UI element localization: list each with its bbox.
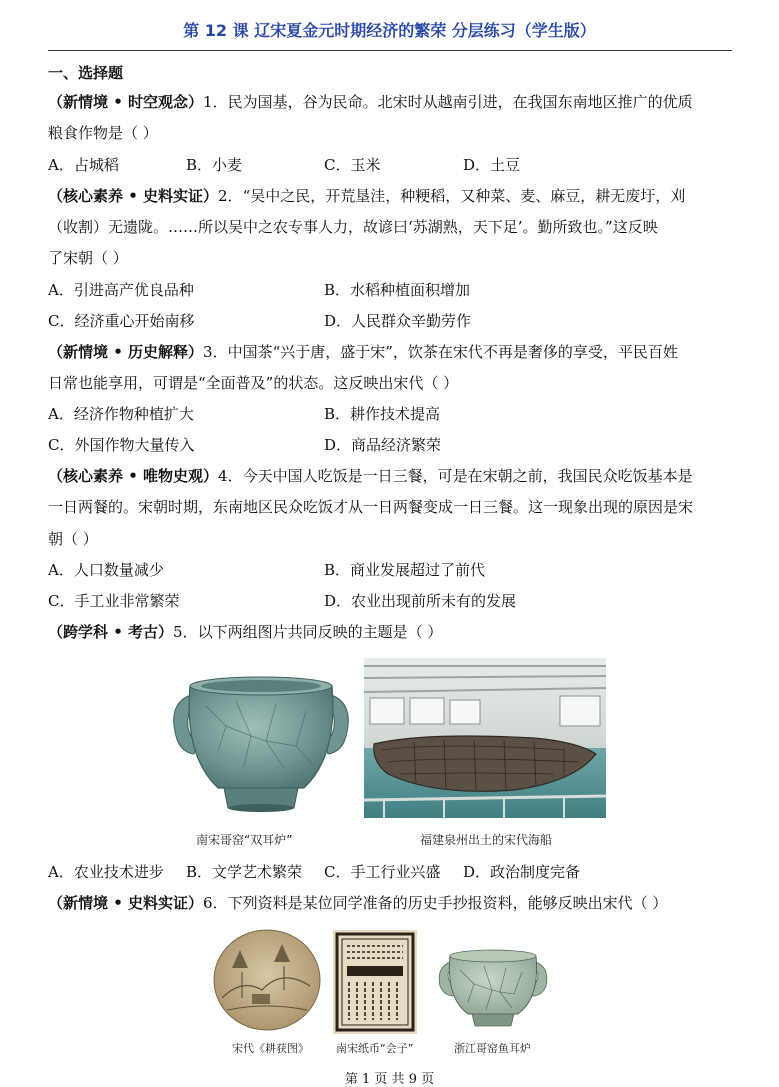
q3-option-a: A．经济作物种植扩大 <box>48 405 194 423</box>
q4-line-1 <box>48 466 734 486</box>
q4-tag: （核心素养 • 唯物史观） <box>48 467 219 485</box>
censer-image <box>166 656 356 822</box>
q5-option-b: B．文学艺术繁荣 <box>186 863 303 881</box>
q5-caption-censer: 南宋哥窑“双耳炉” <box>196 833 293 847</box>
q2-line-1 <box>48 186 734 206</box>
q2-text-3: 了宋朝（ ） <box>48 249 128 267</box>
q1-option-b: B．小麦 <box>186 156 243 174</box>
q1-line-1 <box>48 92 734 112</box>
q6-caption-censer: 浙江哥窑鱼耳炉 <box>454 1042 531 1055</box>
banknote-image <box>333 930 417 1034</box>
q5-option-c: C．手工行业兴盛 <box>324 863 441 881</box>
q6-tag: （新情境 • 史料实证） <box>48 894 204 912</box>
q4-text-3: 朝（ ） <box>48 530 98 548</box>
ship-image <box>364 658 606 818</box>
q4-option-a: A．人口数量减少 <box>48 561 164 579</box>
q1-option-d: D．土豆 <box>463 156 521 174</box>
q5-line-1 <box>48 622 734 642</box>
page-title: 第 12 课 辽宋夏金元时期经济的繁荣 分层练习（学生版） <box>183 21 596 40</box>
q5-option-a: A．农业技术进步 <box>48 863 164 881</box>
q3-option-d: D．商品经济繁荣 <box>324 436 442 454</box>
q4-option-b: B．商业发展超过了前代 <box>324 561 486 579</box>
q1-text-1: 1．民为国基，谷为民命。北宋时从越南引进，在我国东南地区推广的优质 <box>203 93 693 111</box>
q3-tag: （新情境 • 历史解释） <box>48 343 204 361</box>
q6-caption-banknote: 南宋纸币“会子” <box>336 1042 414 1055</box>
q1-option-a: A．占城稻 <box>48 156 119 174</box>
q3-option-b: B．耕作技术提高 <box>324 405 441 423</box>
q2-option-d: D．人民群众辛勤劳作 <box>324 312 472 330</box>
q4-text-1: 4．今天中国人吃饭是一日三餐，可是在宋朝之前，我国民众吃饭基本是 <box>218 467 693 485</box>
q2-option-c: C．经济重心开始南移 <box>48 312 195 330</box>
q4-option-d: D．农业出现前所未有的发展 <box>324 592 517 610</box>
q1-tag: （新情境 • 时空观念） <box>48 93 204 111</box>
q1-option-c: C．玉米 <box>324 156 381 174</box>
q6-text-1: 6．下列资料是某位同学准备的历史手抄报资料，能够反映出宋代（ ） <box>203 894 668 912</box>
q5-tag: （跨学科 • 考古） <box>48 623 174 641</box>
q3-line-1 <box>48 342 734 362</box>
q2-option-a: A．引进高产优良品种 <box>48 281 194 299</box>
fish-ear-censer-image <box>434 940 552 1032</box>
q4-option-c: C．手工业非常繁荣 <box>48 592 180 610</box>
q5-option-d: D．政治制度完备 <box>463 863 581 881</box>
q1-text-2: 粮食作物是（ ） <box>48 124 158 142</box>
painting-image <box>212 928 322 1032</box>
q3-text-1: 3．中国茶“兴于唐，盛于宋”，饮茶在宋代不再是奢侈的享受，平民百姓 <box>203 343 678 361</box>
q6-line-1 <box>48 893 734 913</box>
q5-text-1: 5．以下两组图片共同反映的主题是（ ） <box>173 623 443 641</box>
q2-text-2: （收割）无遗陇。……所以吴中之农专事人力，故谚曰‘苏湖熟，天下足’。勤所致也。”这反映 <box>48 218 658 236</box>
page-footer: 第 1 页 共 9 页 <box>344 1072 435 1087</box>
section-heading: 一、选择题 <box>48 64 124 82</box>
q5-caption-ship: 福建泉州出土的宋代海船 <box>420 833 553 847</box>
q6-caption-painting: 宋代《耕获图》 <box>232 1042 309 1055</box>
q2-text-1: 2．“吴中之民，开荒垦洼，种粳稻，又种菜、麦、麻豆，耕无废圩，刈 <box>218 187 686 205</box>
q3-text-2: 日常也能享用，可谓是“全面普及”的状态。这反映出宋代（ ） <box>48 374 459 392</box>
title-divider <box>48 50 732 51</box>
q2-option-b: B．水稻种植面积增加 <box>324 281 471 299</box>
q2-tag: （核心素养 • 史料实证） <box>48 187 219 205</box>
q3-option-c: C．外国作物大量传入 <box>48 436 195 454</box>
q4-text-2: 一日两餐的。宋朝时期，东南地区民众吃饭才从一日两餐变成一日三餐。这一现象出现的原因是宋 <box>48 498 694 516</box>
